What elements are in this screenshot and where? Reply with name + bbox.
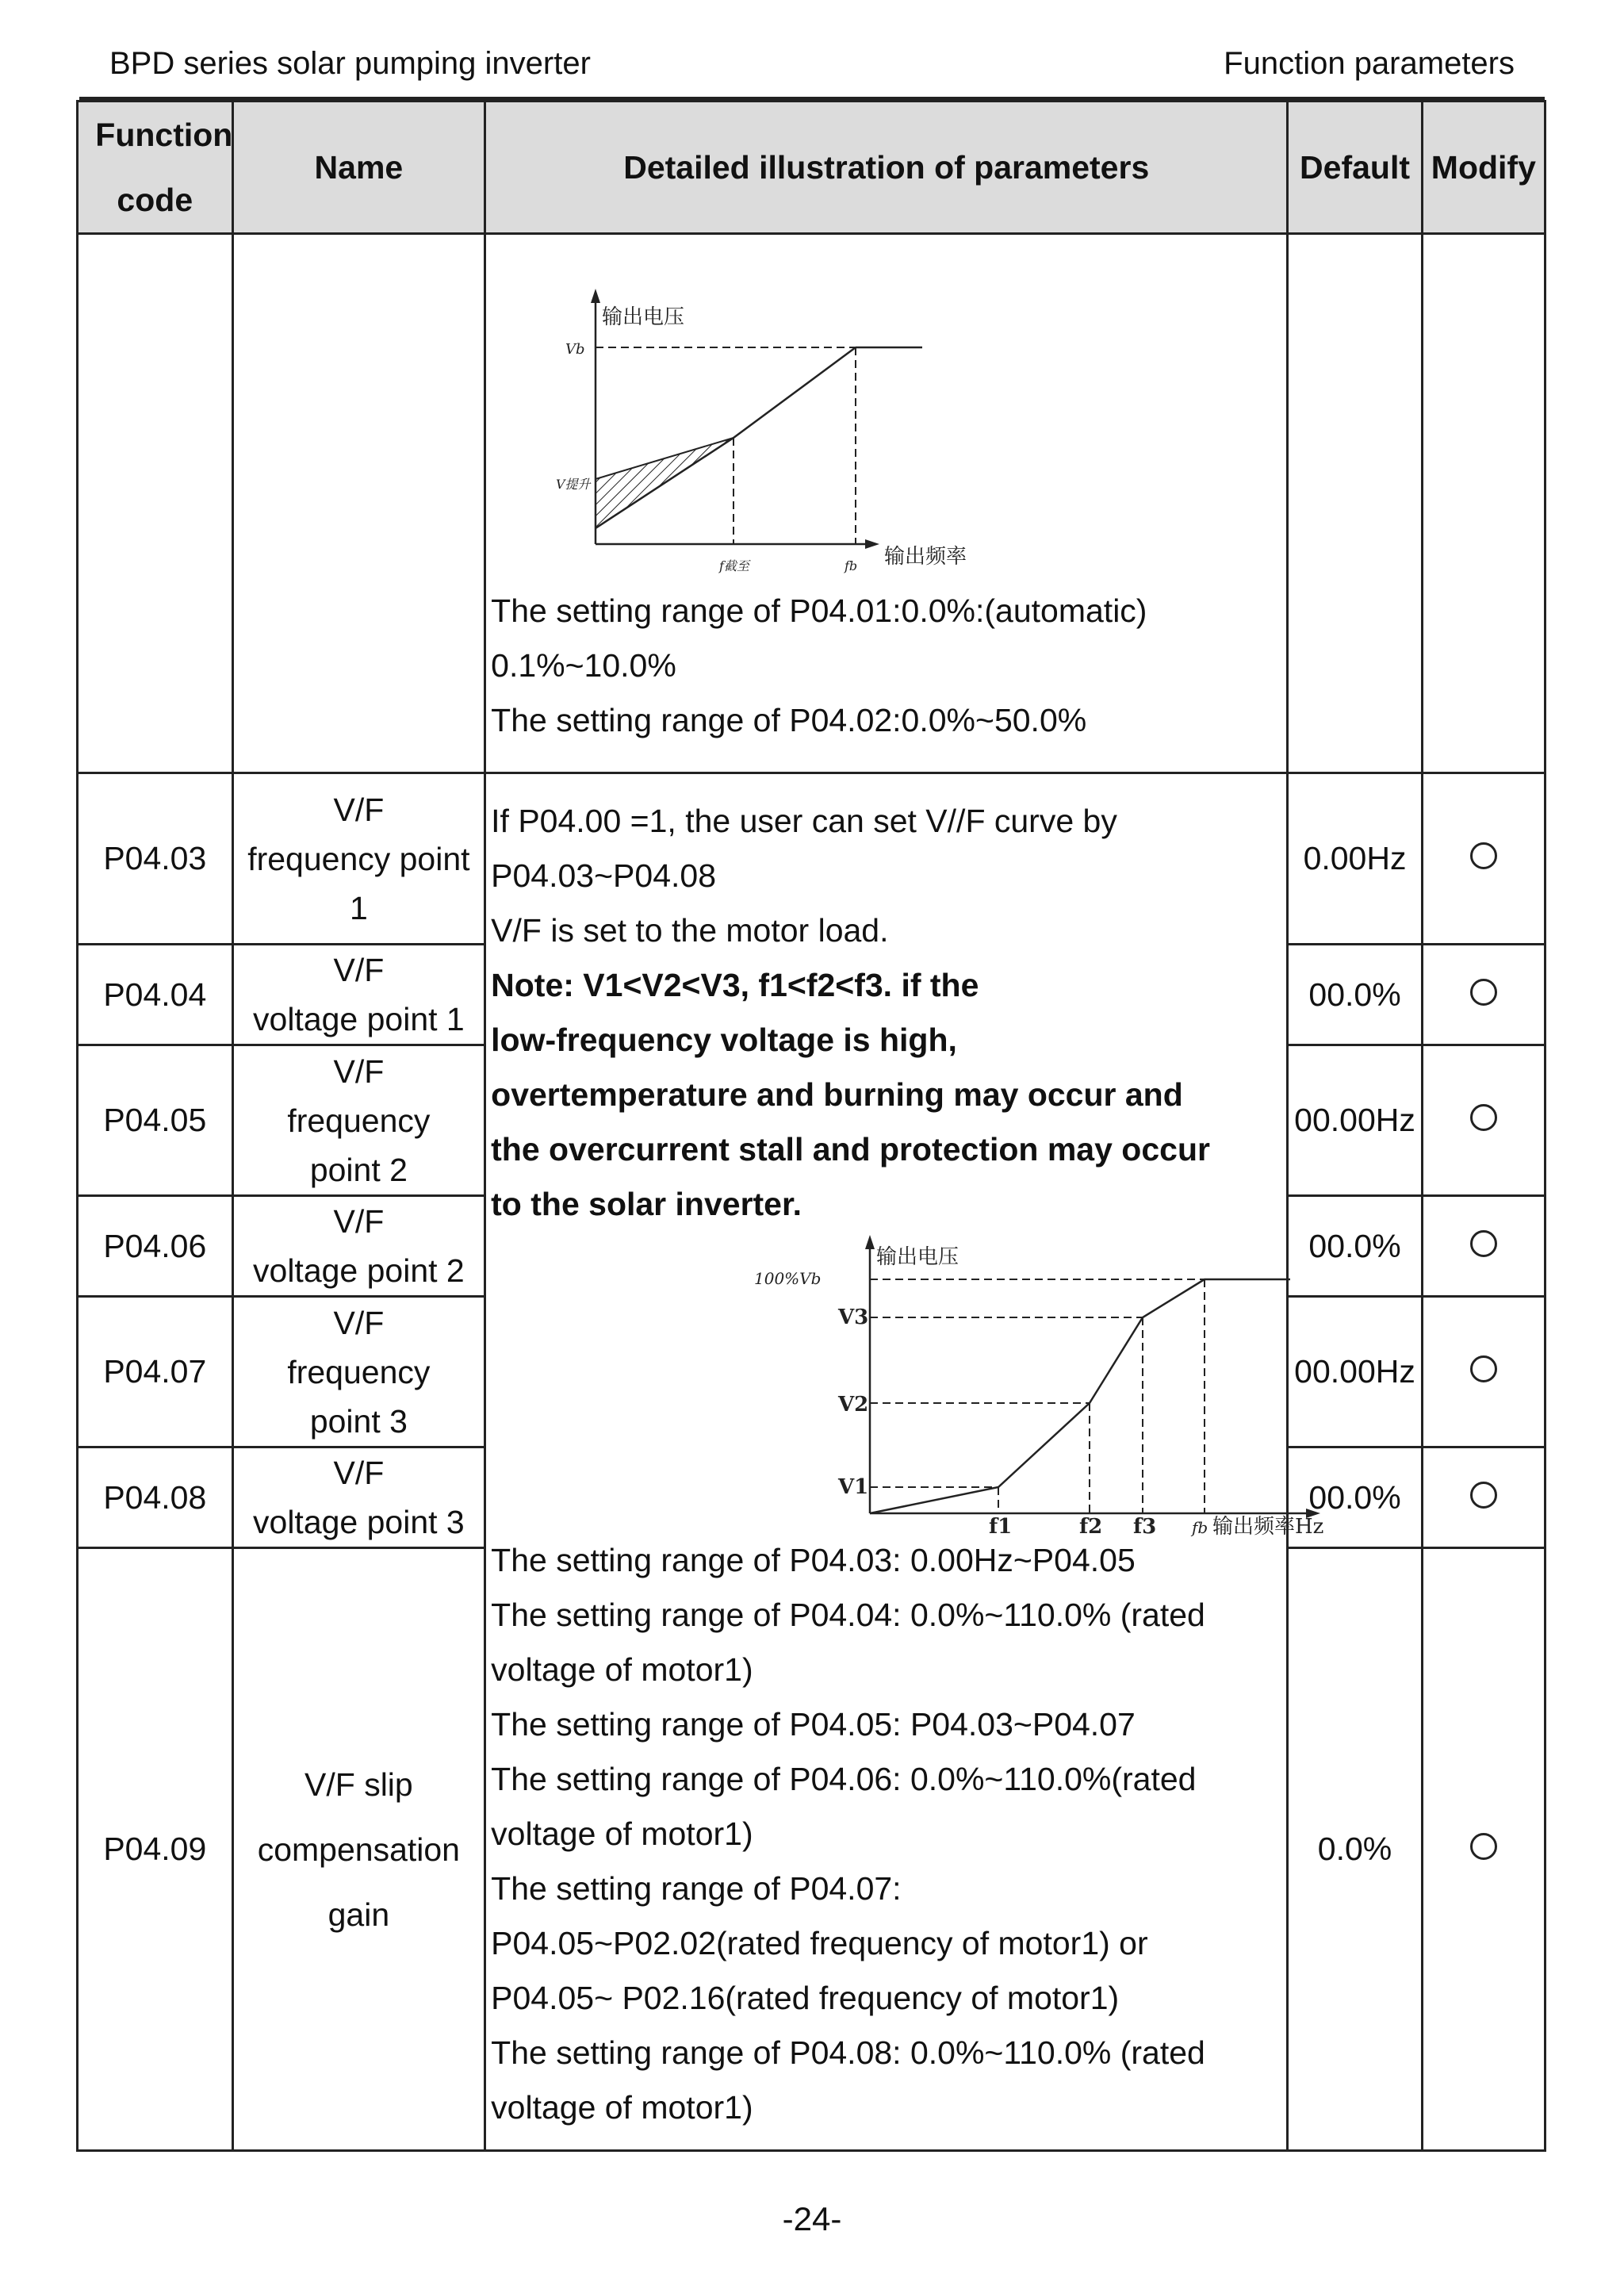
desc-line: The setting range of P04.06: 0.0%~110.0%(rated — [491, 1760, 1197, 1797]
note-line: overtemperature and burning may occur and — [491, 1075, 1183, 1113]
desc-line: P04.05~P02.02(rated frequency of motor1) or — [491, 1924, 1148, 1961]
header-description: Detailed illustration of parameters — [485, 102, 1288, 234]
modify-cell — [1422, 945, 1545, 1045]
desc-line: P04.05~ P02.16(rated frequency of motor1) — [491, 1979, 1120, 2016]
fig2-vb-label: 100%Vb — [754, 1268, 822, 1288]
description-cell — [485, 234, 1288, 773]
modify-cell — [1422, 1196, 1545, 1297]
modify-cell — [1422, 1045, 1545, 1196]
modify-circle-icon — [1470, 842, 1497, 869]
default-value: 00.0% — [1288, 1447, 1422, 1548]
description-cell — [485, 773, 1324, 2151]
function-code: P04.07 — [78, 1297, 233, 1447]
param-name: V/F frequency point 2 — [232, 1045, 485, 1196]
vf-curve-figure — [634, 1232, 1324, 1539]
function-code: P04.08 — [78, 1447, 233, 1548]
fig2-v2-label: V2 — [838, 1392, 869, 1417]
modify-circle-icon — [1470, 1482, 1497, 1509]
note-line: Note: V1<V2<V3, f1<f2<f3. if the — [491, 966, 979, 1003]
fig2-v3-label: V3 — [838, 1305, 869, 1329]
desc-line: The setting range of P04.03: 0.00Hz~P04.05 — [491, 1541, 1136, 1578]
note-line: low-frequency voltage is high, — [491, 1021, 957, 1058]
desc-line: The setting range of P04.01:0.0%:(automatic) — [491, 592, 1147, 629]
desc-line: The setting range of P04.08: 0.0%~110.0% (rated — [491, 2034, 1205, 2071]
modify-cell — [1422, 1297, 1545, 1447]
page-number: -24- — [782, 2200, 842, 2237]
fig2-y-label: 输出电压 — [876, 1244, 959, 1269]
desc-line: voltage of motor1) — [491, 1651, 753, 1688]
param-name: V/F frequency point 3 — [232, 1297, 485, 1447]
function-code: P04.04 — [78, 945, 233, 1045]
doc-header-title: BPD series solar pumping inverter — [109, 46, 591, 81]
fig1-x-label: 输出频率 — [884, 545, 967, 569]
note-line: the overcurrent stall and protection may occur — [491, 1130, 1210, 1168]
header-default: Default — [1288, 102, 1422, 234]
fig1-fcut-label: f截至 — [719, 558, 750, 573]
vf-boost-figure — [538, 259, 1014, 584]
table-row — [78, 773, 1545, 945]
modify-cell — [1422, 1548, 1545, 2151]
param-name: V/F voltage point 1 — [232, 945, 485, 1045]
modify-cell — [1422, 234, 1545, 773]
param-name: V/F slip compensation gain — [232, 1548, 485, 2151]
desc-line: If P04.00 =1, the user can set V//F curve by — [491, 802, 1117, 839]
desc-line: V/F is set to the motor load. — [491, 911, 889, 949]
param-name: V/F voltage point 3 — [232, 1447, 485, 1548]
default-value: 0.00Hz — [1288, 773, 1422, 945]
default-value: 0.0% — [1288, 1548, 1422, 2151]
modify-circle-icon — [1470, 1104, 1497, 1131]
header-function-code: Function code — [78, 102, 233, 234]
default-value: 00.00Hz — [1288, 1297, 1422, 1447]
header-name: Name — [232, 102, 485, 234]
fig2-fb-label: fb — [1192, 1517, 1208, 1537]
modify-circle-icon — [1470, 1355, 1497, 1382]
fig2-f3-label: f3 — [1133, 1514, 1157, 1539]
modify-circle-icon — [1470, 979, 1497, 1006]
modify-cell — [1422, 1447, 1545, 1548]
table-header-row — [78, 102, 1545, 234]
desc-line: The setting range of P04.02:0.0%~50.0% — [491, 702, 1087, 738]
code-cell — [78, 234, 233, 773]
modify-circle-icon — [1470, 1833, 1497, 1860]
desc-line: voltage of motor1) — [491, 1815, 753, 1852]
param-name: V/F voltage point 2 — [232, 1196, 485, 1297]
fig2-x-label: 输出频率Hz — [1212, 1514, 1324, 1539]
fig1-fb-label: fb — [845, 558, 858, 573]
note-line: to the solar inverter. — [491, 1185, 802, 1222]
fig1-vb-label: Vb — [565, 341, 585, 358]
desc-line: voltage of motor1) — [491, 2088, 753, 2126]
default-cell — [1288, 234, 1422, 773]
function-code: P04.09 — [78, 1548, 233, 2151]
name-cell — [232, 234, 485, 773]
desc-line: P04.03~P04.08 — [491, 857, 716, 894]
doc-header-section: Function parameters — [1224, 46, 1515, 81]
modify-cell — [1422, 773, 1545, 945]
function-code: P04.06 — [78, 1196, 233, 1297]
fig2-v1-label: V1 — [838, 1474, 869, 1499]
modify-circle-icon — [1470, 1230, 1497, 1257]
default-value: 00.0% — [1288, 1196, 1422, 1297]
desc-line: 0.1%~10.0% — [491, 647, 676, 684]
header-modify: Modify — [1422, 102, 1545, 234]
table-row — [78, 234, 1545, 773]
fig1-vboost-label: V提升 — [556, 477, 591, 492]
desc-line: The setting range of P04.04: 0.0%~110.0% (rated — [491, 1596, 1205, 1633]
fig2-f1-label: f1 — [989, 1514, 1013, 1539]
fig1-y-label: 输出电压 — [602, 305, 685, 329]
desc-line: The setting range of P04.07: — [491, 1869, 902, 1907]
function-code: P04.05 — [78, 1045, 233, 1196]
function-code: P04.03 — [78, 773, 233, 945]
desc-line: The setting range of P04.05: P04.03~P04.07 — [491, 1705, 1136, 1743]
default-value: 00.0% — [1288, 945, 1422, 1045]
param-name: V/F frequency point 1 — [232, 773, 485, 945]
parameter-table — [76, 100, 1546, 2152]
default-value: 00.00Hz — [1288, 1045, 1422, 1196]
fig2-f2-label: f2 — [1079, 1514, 1103, 1539]
